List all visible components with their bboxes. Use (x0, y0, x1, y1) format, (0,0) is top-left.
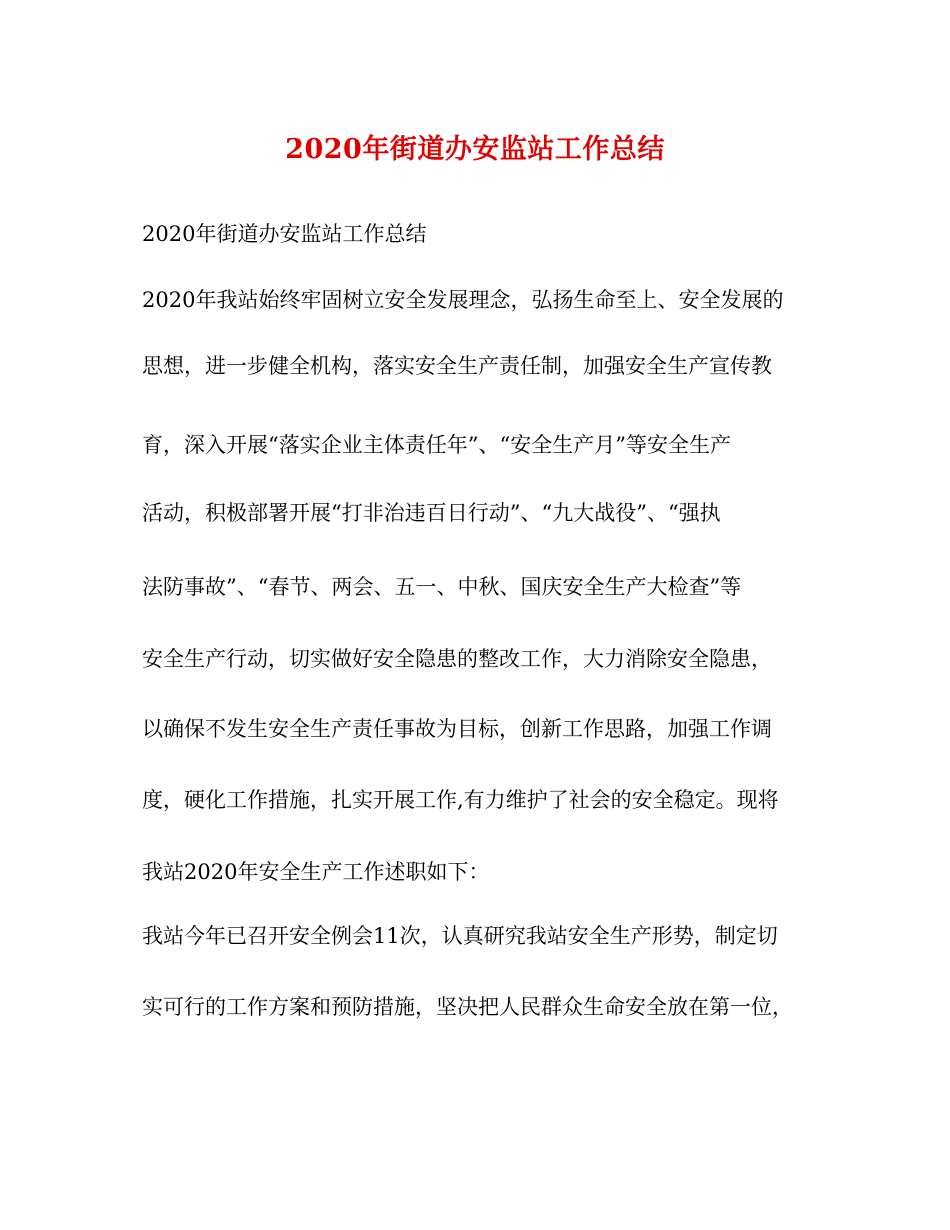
body-line: 安全生产行动，切实做好安全隐患的整改工作，大力消除安全隐患， (142, 647, 772, 671)
body-line: 育，深入开展“落实企业主体责任年”、“安全生产月”等安全生产 (142, 433, 731, 457)
body-line: 2020年我站始终牢固树立安全发展理念，弘扬生命至上、安全发展的 (142, 288, 784, 312)
body-line: 法防事故”、“春节、两会、五一、中秋、国庆安全生产大检查”等 (142, 575, 742, 599)
body-line: 实可行的工作方案和预防措施，坚决把人民群众生命安全放在第一位， (142, 995, 793, 1019)
subtitle-line: 2020年街道办安监站工作总结 (142, 222, 427, 246)
body-line: 活动，积极部署开展“打非治违百日行动”、“九大战役”、“强执 (142, 501, 721, 525)
body-line: 我站2020年安全生产工作述职如下： (142, 860, 490, 884)
document-title: 2020年街道办安监站工作总结 (285, 134, 665, 165)
body-line: 度，硬化工作措施，扎实开展工作,有力维护了社会的安全稳定。现将 (142, 788, 779, 812)
body-line: 思想，进一步健全机构，落实安全生产责任制，加强安全生产宣传教 (142, 354, 772, 378)
body-line: 我站今年已召开安全例会11次，认真研究我站安全生产形势，制定切 (142, 924, 778, 948)
body-line: 以确保不发生安全生产责任事故为目标，创新工作思路，加强工作调 (142, 717, 772, 741)
